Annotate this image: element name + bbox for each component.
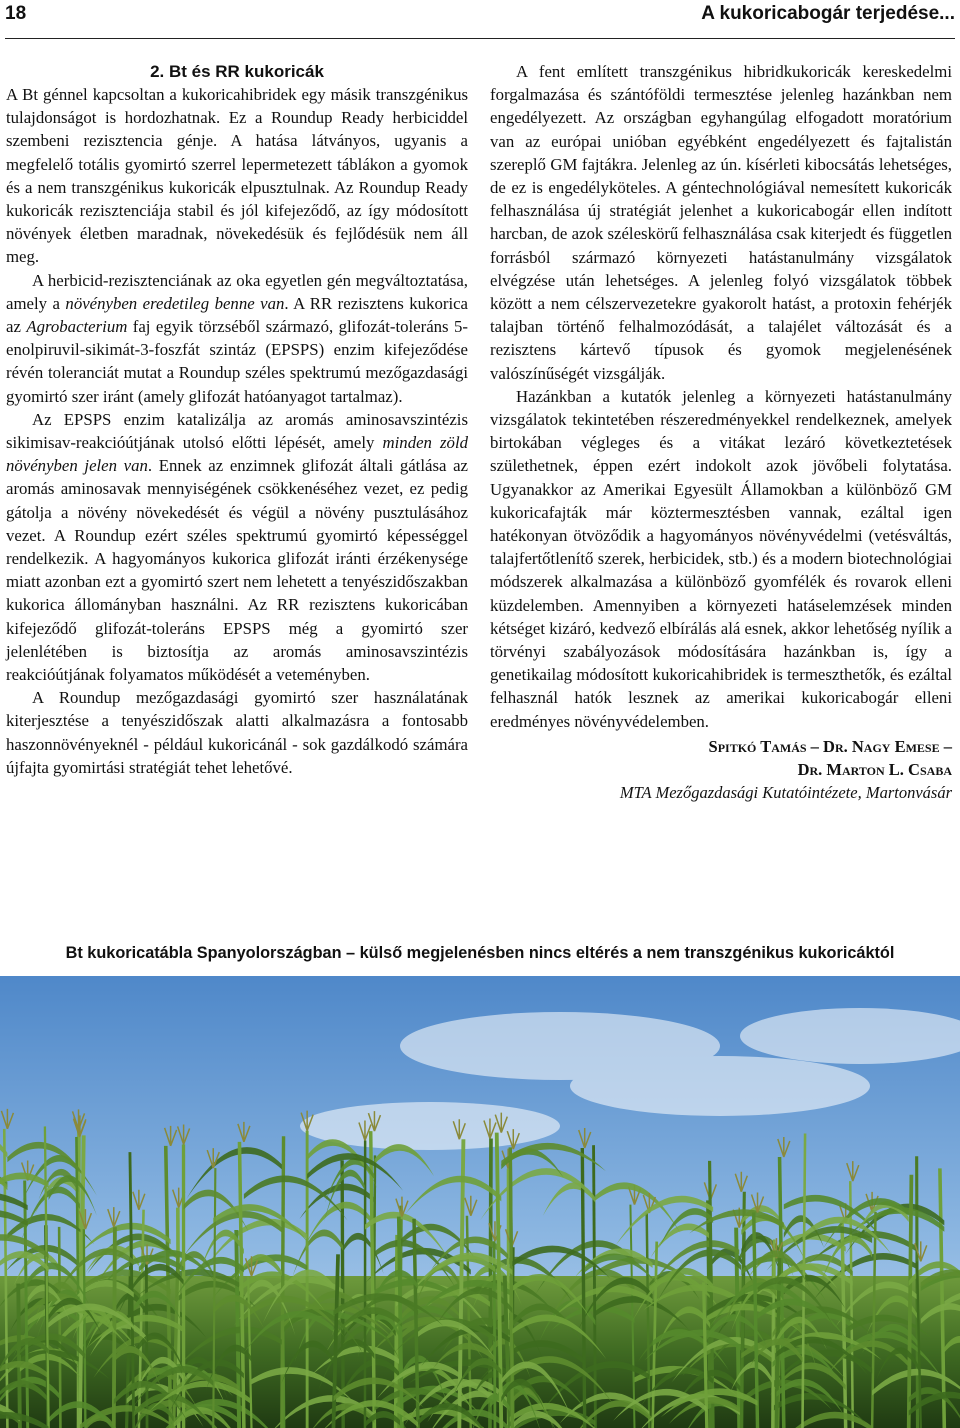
paragraph: A Bt génnel kapcsoltan a kukoricahibridek egy másik transzgénikus tulajdonságot is hordozhatnak. Ez a Roundup Ready herbiciddel szembeni rezisztencia génje. A hatása látványos, ugyanis a megfelelő totális gyomirtó szerrel lepermetezett táblákon a gyomok és a nem transzgénikus kukoricák elpusztulnak. Az Roundup Ready kukoricák rezisztenciája stabil és jól kifejeződő, az így módosított növények életben maradnak, növekedésük és fejlődésük nem áll meg. [6,85,468,267]
right-column [490,60,952,804]
paragraph: A Roundup mezőgazdasági gyomirtó szer használatának kiterjesztése a tenyészidőszak alatti alkalmazásra a fontosabb haszonnövényeknél - például kukoricánál - sok gazdálkodó számára újfajta gyomirtási stratégiát tehet lehetővé. [6,688,468,777]
author-block [490,735,952,804]
paragraph: A fent említett transzgénikus hibridkukoricák kereskedelmi forgalmazása és szántóföldi termesztése jelenleg hazánkban nem engedélyezett. Az országban egyhangúlag elfogadott moratórium van az európai unióban egyébként engedélyezett és fajtalistán szereplő GM fajtákra. Jelenleg az ún. kísérleti kibocsátás lehetséges, de ez is engedélyköteles. A géntechnológiával nemesített kukoricák felhasználása új stratégiát jelenhet a kukoricabogár ellen indított harcban, de azok széleskörű felhasználása csak kiterjedt és független forrásból származó környezeti hatástanulmány vizsgálatok elvégzése után lehetséges. A jelenleg folyó vizsgálatok többek között a nem célszervezetekre gyakorolt hatást, a protoxin fehérjék talajban történő felhalmozódását, a talajélet változását és a rezisztens kártevő típusok és gyomok megjelenésének valószínűségét vizsgálják. [490,62,952,383]
cornfield-photo [0,976,960,1428]
section-heading: 2. Bt és RR kukoricák [150,62,324,81]
author-names: Spitkó Tamás – Dr. Nagy Emese – [708,736,952,756]
running-title: A kukoricabogár terjedése... [701,3,955,24]
left-column [6,60,468,779]
author-affiliation: MTA Mezőgazdasági Kutatóintézete, Martonvásár [619,782,952,802]
page-number: 18 [5,3,27,24]
page-header [5,0,955,39]
paragraph: Az EPSPS enzim katalizálja az aromás aminosavszintézis sikimisav-reakcióútjának utolsó előtti lépését, amely minden zöld növényben jelen van. Ennek az enzimnek glifozát általi gátlása az aromás aminosavak mennyiségének csökkenéséhez vezet, ez pedig gátolja a növény növekedését és végül a növény pusztulásához vezet. A Roundup ezért széles spektrumú gyomirtó képességgel rendelkezik. A hagyományos kukorica glifozát iránti érzékenysége miatt azonban ezt a gyomirtó szert nem lehetett a tenyészidőszakban kukorica állományban használni. Az RR rezisztens kukoricában kifejeződő glifozát-toleráns EPSPS még a gyomirtó szer jelenlétében is biztosítja az aromás aminosavszintézis reakcióútjának folyamatos működését a veteményben. [6,409,468,685]
figure-caption: Bt kukoricatábla Spanyolországban – külső megjelenésben nincs eltérés a nem transzgénikus kukoricáktól [65,944,895,962]
paragraph: Hazánkban a kutatók jelenleg a környezeti hatástanulmány vizsgálatok tekintetében részeredményekkel rendelkeznek, amelyek birtokában végleges és a vitákat lezáró következtetések születhetnek, éppen ezért indokolt azok jövőbeli folytatása. Ugyanakkor az Amerikai Egyesült Államokban a különböző GM kukoricafajták már köztermesztésben vannak, ezáltal igen hatékonyan ötvöződik a hagyományos növényvédelmi (vetésváltás, talajfertőtlenítő szerek, herbicidek, stb.) és a modern biotechnológiai módszerek alkalmazása a különböző gyomfélék és rovarok elleni küzdelemben. Amennyiben a környezeti hatáselemzések minden kétséget kizáró, kedvező elbírálás alá esnek, akkor lehetőség nyílik a törvényi szabályozások módosítására hazánkban is, így a genetikailag módosított kukoricahibridek is termeszthetők, és ezáltal felhasznál hatók lesznek az amerikai kukoricabogár elleni eredményes növényvédelemben. [490,386,952,731]
cornfield-image [0,976,960,1428]
paragraph: A herbicid-rezisztenciának az oka egyetlen gén megváltoztatása, amely a növényben eredetileg benne van. A RR rezisztens kukorica az Agrobacterium faj egyik törzséből származó, glifozát-toleráns 5-enolpiruvil-sikimát-3-foszfát szintáz (EPSPS) enzim kifejeződése révén toleranciát mutat a Roundup széles spektrumú mezőgazdasági gyomirtó szer iránt (amely glifozát hatóanyagot tartalmaz). [6,270,469,406]
author-names: Dr. Marton L. Csaba [797,759,952,779]
